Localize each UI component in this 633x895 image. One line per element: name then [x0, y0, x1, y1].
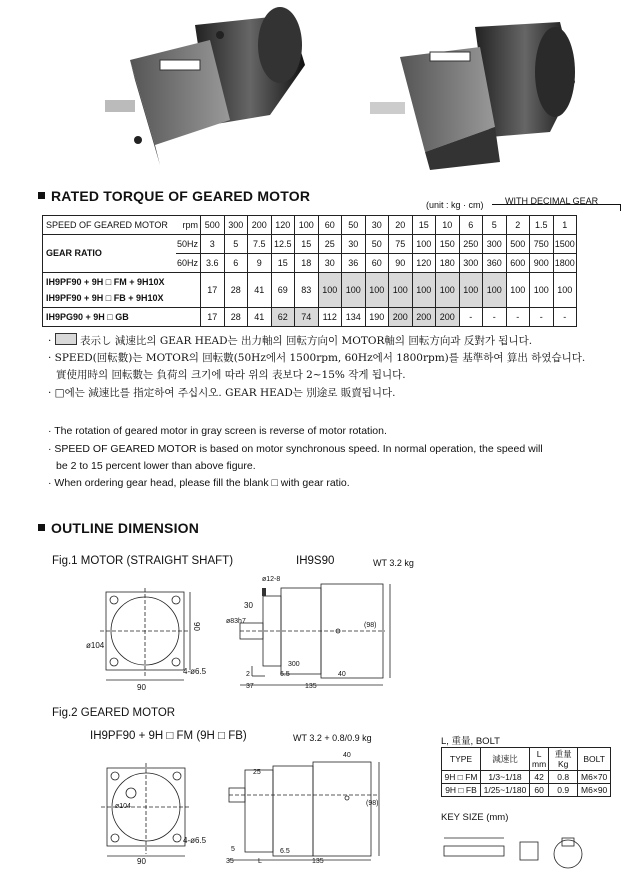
speed-cell: 50: [342, 216, 366, 235]
torque-gb-cell: 28: [224, 308, 248, 327]
speed-cell: 20: [389, 216, 413, 235]
speed-cell: 6: [459, 216, 483, 235]
dim2-104: ø104: [115, 803, 131, 810]
speed-cell: 120: [271, 216, 295, 235]
bolt-header-bolt: BOLT: [578, 748, 611, 771]
bolt-header-l-name: L: [536, 749, 542, 759]
ratio50-cell: 500: [506, 235, 530, 254]
ratio60-cell: 36: [342, 254, 366, 273]
key-size-drawing: [440, 826, 605, 890]
ratio50-cell: 150: [436, 235, 460, 254]
torque-gb-cell: 200: [412, 308, 436, 327]
dim2-6.5: 6.5: [280, 848, 290, 855]
fig2-model: IH9PF90 + 9H □ FM (9H □ FB): [90, 730, 247, 742]
ratio60-cell: 15: [271, 254, 295, 273]
torque-fm-fb-cell: 100: [342, 273, 366, 308]
fig2-drawing: [95, 748, 425, 868]
note-kr-1: [48, 333, 532, 350]
ratio50-cell: 7.5: [248, 235, 272, 254]
dim1-300: 300: [288, 661, 300, 668]
model-fb-label: IH9PF90 + 9H □ FB + 9H10X: [46, 293, 164, 303]
bolt-cell: 9H □ FB: [442, 784, 481, 797]
ratio50-cell: 100: [412, 235, 436, 254]
speed-label: SPEED OF GEARED MOTOR: [43, 216, 177, 235]
bolt-header-l: [530, 748, 549, 771]
model-fm-fb-label: [43, 273, 201, 308]
dim1-135: 135: [305, 683, 317, 690]
dim1-90-side: 90: [191, 622, 201, 631]
bolt-cell: M6×90: [578, 784, 611, 797]
dim1-2: 2: [246, 671, 250, 678]
ratio60-cell: 180: [436, 254, 460, 273]
key-size-title: KEY SIZE (mm): [441, 812, 509, 823]
dim1-37: 37: [246, 683, 254, 690]
model-gb-label: IH9PG90 + 9H □ GB: [43, 308, 201, 327]
table-row-ratio50: [43, 235, 577, 254]
torque-gb-cell: -: [530, 308, 554, 327]
ratio60-cell: 300: [459, 254, 483, 273]
dim2-90-bottom: 90: [137, 857, 146, 866]
bolt-header-l-unit: mm: [532, 759, 547, 769]
speed-cell: 15: [412, 216, 436, 235]
torque-gb-cell: 74: [295, 308, 319, 327]
torque-gb-cell: 134: [342, 308, 366, 327]
torque-fm-fb-cell: 100: [365, 273, 389, 308]
ratio50-cell: 25: [318, 235, 342, 254]
bolt-header-type: TYPE: [442, 748, 481, 771]
ratio50-cell: 750: [530, 235, 554, 254]
dim2-hole: 4-ø6.5: [183, 836, 207, 845]
hz50-label: 50Hz: [176, 235, 201, 254]
ratio60-cell: 3.6: [201, 254, 225, 273]
torque-gb-cell: 62: [271, 308, 295, 327]
torque-gb-cell: 112: [318, 308, 342, 327]
ratio60-cell: 600: [506, 254, 530, 273]
bolt-header-weight-unit: Kg: [557, 759, 569, 769]
bolt-table: [441, 747, 611, 797]
speed-cell: 300: [224, 216, 248, 235]
torque-gb-cell: 17: [201, 308, 225, 327]
ratio50-cell: 12.5: [271, 235, 295, 254]
dim2-40: 40: [343, 752, 351, 759]
bolt-cell: 1/25~1/180: [481, 784, 530, 797]
bolt-header-weight-name: 重量: [554, 749, 572, 759]
torque-fm-fb-cell: 100: [436, 273, 460, 308]
ratio60-cell: 360: [483, 254, 507, 273]
torque-fm-fb-cell: 100: [389, 273, 413, 308]
gear-ratio-label: GEAR RATIO: [43, 235, 177, 273]
dim2-5: 5: [231, 846, 235, 853]
dim2-98: (98): [366, 800, 379, 807]
torque-fm-fb-cell: 28: [224, 273, 248, 308]
ratio60-cell: 18: [295, 254, 319, 273]
speed-cell: 10: [436, 216, 460, 235]
torque-fm-fb-cell: 100: [483, 273, 507, 308]
ratio60-cell: 90: [389, 254, 413, 273]
dim1-90-bottom: 90: [137, 683, 146, 692]
torque-gb-cell: 200: [389, 308, 413, 327]
bolt-title: L, 重量, BOLT: [441, 736, 500, 747]
torque-fm-fb-cell: 69: [271, 273, 295, 308]
unit-label: (unit : kg · cm): [426, 200, 484, 210]
ratio50-cell: 1500: [553, 235, 577, 254]
speed-cell: 5: [483, 216, 507, 235]
bolt-cell: 60: [530, 784, 549, 797]
dim2-35: 35: [226, 858, 234, 865]
bolt-header-ratio: 減速比: [481, 748, 530, 771]
torque-fm-fb-cell: 83: [295, 273, 319, 308]
speed-cell: 60: [318, 216, 342, 235]
torque-fm-fb-cell: 100: [553, 273, 577, 308]
dim2-L: L: [258, 858, 262, 865]
note-en-4: · When ordering gear head, please fill the blank □ with gear ratio.: [48, 477, 350, 489]
speed-cell: 500: [201, 216, 225, 235]
bolt-cell: 0.9: [549, 784, 578, 797]
torque-fm-fb-cell: 17: [201, 273, 225, 308]
note-en-2: · SPEED OF GEARED MOTOR is based on motor synchronous speed. In normal operation, the speed will: [48, 443, 543, 455]
table-row-fm-fb: [43, 273, 577, 308]
note-kr-1-text: 表示し 減速比의 GEAR HEAD는 出力軸의 回転方向이 MOTOR軸의 回転方向과 反對가 됩니다.: [80, 335, 533, 347]
table-row: [442, 784, 611, 797]
torque-gb-cell: -: [506, 308, 530, 327]
ratio50-cell: 5: [224, 235, 248, 254]
dim2-25: 25: [253, 769, 261, 776]
bullet: ·: [48, 335, 52, 347]
torque-fm-fb-cell: 100: [459, 273, 483, 308]
ratio50-cell: 250: [459, 235, 483, 254]
fig1-model: IH9S90: [296, 555, 335, 567]
ratio60-cell: 60: [365, 254, 389, 273]
fig1-title: Fig.1 MOTOR (STRAIGHT SHAFT): [52, 555, 234, 567]
fig2-title: Fig.2 GEARED MOTOR: [52, 707, 176, 719]
bolt-cell: 0.8: [549, 771, 578, 784]
decimal-gear-bracket: [492, 204, 621, 211]
ratio60-cell: 1800: [553, 254, 577, 273]
speed-cell: 100: [295, 216, 319, 235]
speed-cell: 1.5: [530, 216, 554, 235]
dim1-40: 40: [338, 671, 346, 678]
speed-cell: 30: [365, 216, 389, 235]
ratio50-cell: 30: [342, 235, 366, 254]
bolt-header-row: [442, 748, 611, 771]
torque-gb-cell: -: [483, 308, 507, 327]
torque-gb-cell: -: [553, 308, 577, 327]
fig1-drawing: [80, 568, 400, 698]
ratio60-cell: 6: [224, 254, 248, 273]
table-row-gb: [43, 308, 577, 327]
dim1-hole: 4-ø6.5: [183, 667, 207, 676]
decimal-gear-label: WITH DECIMAL GEAR: [505, 196, 599, 206]
section-title-rated-torque: RATED TORQUE OF GEARED MOTOR: [38, 188, 310, 204]
torque-fm-fb-cell: 100: [506, 273, 530, 308]
torque-gb-cell: 190: [365, 308, 389, 327]
torque-fm-fb-cell: 41: [248, 273, 272, 308]
geared-motor-photo-left: [100, 5, 310, 173]
gray-swatch: [55, 333, 77, 345]
bolt-cell: M6×70: [578, 771, 611, 784]
torque-fm-fb-cell: 100: [318, 273, 342, 308]
dim2-135: 135: [312, 858, 324, 865]
ratio50-cell: 300: [483, 235, 507, 254]
ratio60-cell: 9: [248, 254, 272, 273]
speed-cell: 1: [553, 216, 577, 235]
ratio50-cell: 50: [365, 235, 389, 254]
geared-motor-photo-right: [365, 12, 580, 170]
torque-fm-fb-cell: 100: [412, 273, 436, 308]
dim1-6.5: 6.5: [280, 671, 290, 678]
torque-table: [42, 215, 577, 327]
bolt-cell: 9H □ FM: [442, 771, 481, 784]
torque-gb-cell: 41: [248, 308, 272, 327]
dim1-104: ø104: [86, 641, 105, 650]
note-kr-4: · □에는 減速比를 指定하여 주십시오. GEAR HEAD는 別途로 販賣됩니다.: [48, 387, 396, 399]
table-row-speed: [43, 216, 577, 235]
fig1-weight: WT 3.2 kg: [373, 558, 414, 568]
note-kr-2: · SPEED(回転數)는 MOTOR의 回転數(50Hz에서 1500rpm, 60Hz에서 1800rpm)를 基準하여 算出 하였습니다.: [48, 352, 586, 364]
note-en-3: be 2 to 15 percent lower than above figure.: [56, 460, 256, 472]
torque-fm-fb-cell: 100: [530, 273, 554, 308]
section-title-outline: OUTLINE DIMENSION: [38, 520, 199, 536]
ratio50-cell: 15: [295, 235, 319, 254]
speed-cell: 2: [506, 216, 530, 235]
ratio50-cell: 3: [201, 235, 225, 254]
ratio60-cell: 120: [412, 254, 436, 273]
ratio60-cell: 30: [318, 254, 342, 273]
dim1-30: 30: [244, 601, 253, 610]
note-en-1: · The rotation of geared motor in gray screen is reverse of motor rotation.: [48, 425, 387, 437]
bolt-header-weight: [549, 748, 578, 771]
dim1-12: ø12-8: [262, 576, 281, 583]
rpm-label: rpm: [176, 216, 201, 235]
bolt-cell: 1/3~1/18: [481, 771, 530, 784]
torque-gb-cell: 200: [436, 308, 460, 327]
ratio60-cell: 900: [530, 254, 554, 273]
hz60-label: 60Hz: [176, 254, 201, 273]
ratio50-cell: 75: [389, 235, 413, 254]
note-kr-3: 實使用時의 回転數는 負荷의 크기에 따라 위의 表보다 2~15% 작게 됩니다.: [56, 369, 406, 381]
dim1-83: ø83h7: [226, 618, 246, 625]
table-row: [442, 771, 611, 784]
torque-gb-cell: -: [459, 308, 483, 327]
speed-cell: 200: [248, 216, 272, 235]
fig2-weight: WT 3.2 + 0.8/0.9 kg: [293, 733, 372, 743]
dim1-98: (98): [364, 622, 377, 629]
model-fm-label: IH9PF90 + 9H □ FM + 9H10X: [46, 277, 165, 287]
bolt-cell: 42: [530, 771, 549, 784]
